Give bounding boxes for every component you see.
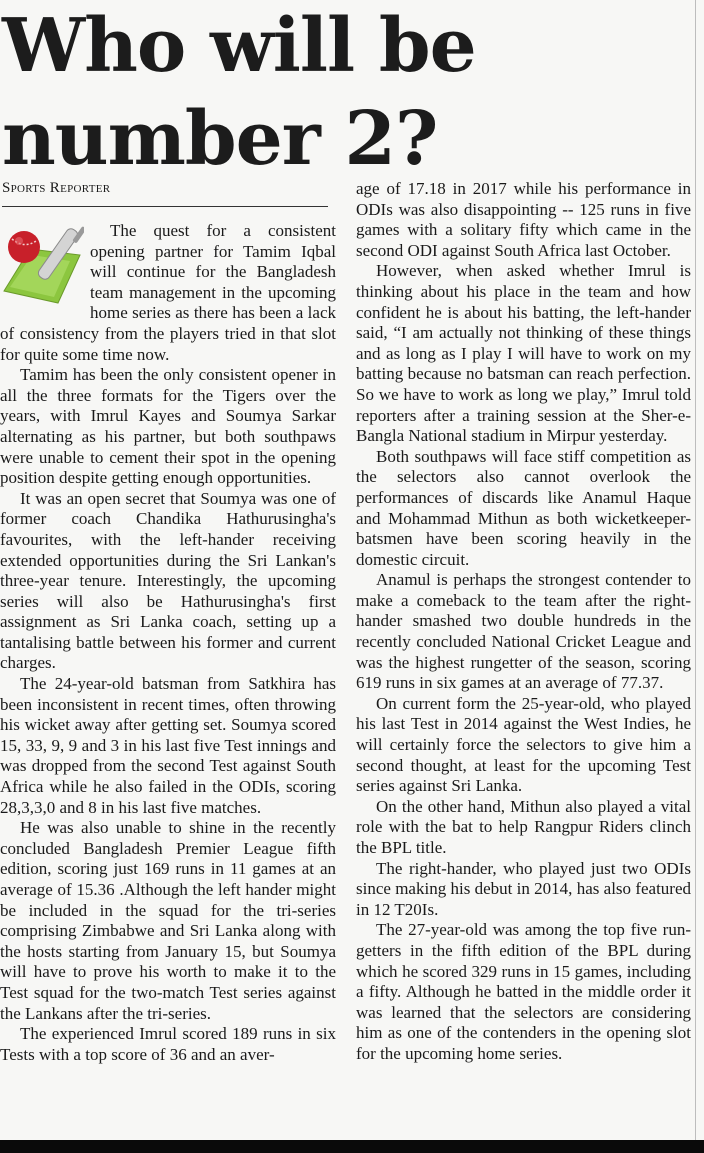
paragraph: The quest for a consistent opening partner for Tamim Iqbal will continue for the Bangladesh team management in the upcoming home series as there has been a lack of consistency from the players tried in that slot for quite some time now. <box>0 221 336 364</box>
page-bottom-edge <box>0 1140 704 1153</box>
paragraph: Both southpaws will face stiff competition as the selectors also cannot overlook the performances of discards like Anamul Haque and Mohammad Mithun as both wicketkeeper-batsmen have been scoring heavily in the domestic circuit. <box>356 446 691 569</box>
paragraph: On current form the 25-year-old, who played his last Test in 2014 against the West Indies, he will certainly force the selectors to give him a second thought, at least for the upcoming Test series against Sri Lanka. <box>356 693 691 796</box>
paragraph: It was an open secret that Soumya was one of former coach Chandika Hathurusingha's favourites, with the left-hander receiving extended opportunities during the Sri Lankan's three-year tenure. Interestingly, the upcoming series will also be Hathurusingha's first assignment as Sri Lanka coach, setting up a tantalising battle between his former and current charges. <box>0 488 336 673</box>
paragraph: Tamim has been the only consistent opener in all the three formats for the Tigers over the years, with Imrul Kayes and Soumya Sarkar alternating as his partner, but both southpaws were unable to cement their spot in the opening position despite getting enough opportunities. <box>0 365 336 488</box>
paragraph-continuation: age of 17.18 in 2017 while his performance in ODIs was also disappointing -- 125 runs in five games with a solitary fifty which came in the second ODI against South Africa last October. <box>356 179 691 260</box>
article-column-right <box>356 179 691 1147</box>
paragraph: He was also unable to shine in the recently concluded Bangladesh Premier League fifth edition, scoring just 169 runs in 11 games at an average of 15.36 .Although the left hander might be included in the squad for the tri-series comprising Zimbabwe and Sri Lanka along with the hosts starting from January 15, but Soumya will have to prove his worth to make it to the Test squad for the two-match Test series against the Lankans after the tri-series. <box>0 818 336 1023</box>
byline-divider <box>2 206 328 207</box>
paragraph: The 27-year-old was among the top five run-getters in the fifth edition of the BPL during which he scored 329 runs in 15 games, including a fifty. Although he batted in the middle order it was learned that the selectors are considering him as one of the contenders in the opening slot for the upcoming home series. <box>356 920 691 1063</box>
paragraph: On the other hand, Mithun also played a vital role with the bat to help Rangpur Riders clinch the BPL title. <box>356 796 691 857</box>
cricket-ball-bat-icon <box>0 221 84 305</box>
byline: Sports Reporter <box>2 180 111 196</box>
paragraph: However, when asked whether Imrul is thinking about his place in the team and how confident he is about his batting, the left-hander said, “I am actually not thinking of these things and as long as I play I will have to work on my batting because no batsman can reach perfection. So we have to work as long we play,” Imrul told reporters after a training session at the Sher-e-Bangla National stadium in Mirpur yesterday. <box>356 261 691 446</box>
paragraph: The 24-year-old batsman from Satkhira has been inconsistent in recent times, often throwing his wicket away after getting set. Soumya scored 15, 33, 9, 9 and 3 in his last five Test innings and was dropped from the second Test against South Africa while he also failed in the ODIs, scoring 28,3,3,0 and 8 in his last five matches. <box>0 674 336 817</box>
paragraph: The experienced Imrul scored 189 runs in six Tests with a top score of 36 and an aver- <box>0 1024 336 1064</box>
paragraph: Anamul is perhaps the strongest contender to make a comeback to the team after the right-hander smashed two double hundreds in the recently concluded National Cricket League and was the highest rungetter of the season, scoring 619 runs in six games at an average of 77.37. <box>356 570 691 693</box>
headline: Who will be number 2? <box>2 3 476 182</box>
article-column-left <box>0 221 336 1147</box>
column-divider <box>695 0 696 1140</box>
paragraph: The right-hander, who played just two ODIs since making his debut in 2014, has also featured in 12 T20Is. <box>356 858 691 919</box>
